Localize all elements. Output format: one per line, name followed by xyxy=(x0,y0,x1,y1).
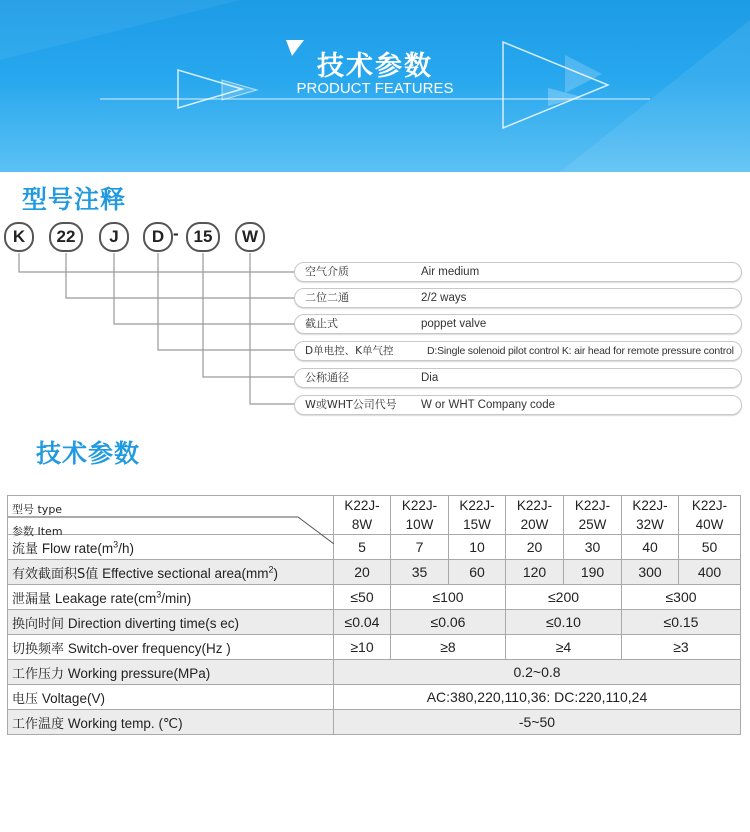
model-item-en: Air medium xyxy=(421,266,480,278)
row-label-cn: 流量 xyxy=(12,541,39,557)
row-label-sup: 3 xyxy=(156,588,162,599)
header-model-8w xyxy=(334,496,391,535)
model-prefix: K22J- xyxy=(344,498,380,513)
row-label-sup: 3 xyxy=(113,538,119,549)
row-label-cn: 泄漏量 xyxy=(12,591,52,607)
row-label xyxy=(8,660,334,685)
row-label-en-tail: /min) xyxy=(161,590,192,606)
header-param-label: 参数 Item xyxy=(12,525,63,538)
model-code xyxy=(0,222,750,252)
row-label xyxy=(8,560,334,585)
banner-title: 技术参数 xyxy=(317,51,433,82)
code-part-d: D xyxy=(143,222,173,252)
table-cell: 40 xyxy=(622,535,679,560)
code-part-15: 15 xyxy=(186,222,220,252)
row-label-cn: 工作压力 xyxy=(12,666,65,682)
table-row-temp xyxy=(8,710,741,735)
row-label-cn: 切换频率 xyxy=(12,641,65,657)
model-item-cn: 截止式 xyxy=(305,317,338,330)
model-item-ways xyxy=(294,288,742,308)
model-size: 40W xyxy=(695,517,724,532)
banner xyxy=(0,0,750,172)
table-cell: 10 xyxy=(449,535,506,560)
table-cell: ≤200 xyxy=(506,585,622,610)
model-item-en: 2/2 ways xyxy=(421,292,467,304)
model-item-cn: 二位二通 xyxy=(305,291,349,304)
table-cell: ≥10 xyxy=(334,635,391,660)
table-cell: AC:380,220,110,36: DC:220,110,24 xyxy=(334,685,741,710)
header-type-label: 型号 type xyxy=(12,503,63,516)
row-label-en: Working pressure(MPa) xyxy=(67,665,211,681)
table-cell: ≤0.10 xyxy=(506,610,622,635)
model-size: 10W xyxy=(405,517,434,532)
table-row-area xyxy=(8,560,741,585)
row-label xyxy=(8,710,334,735)
table-cell: 120 xyxy=(506,560,564,585)
table-cell: 30 xyxy=(564,535,622,560)
row-label-en: Leakage rate(cm xyxy=(54,590,157,606)
model-item-control xyxy=(294,341,742,361)
table-cell: 0.2~0.8 xyxy=(334,660,741,685)
table-cell: 35 xyxy=(391,560,449,585)
model-item-type xyxy=(294,314,742,334)
model-prefix: K22J- xyxy=(574,498,611,513)
model-item-cn: D单电控、K单气控 xyxy=(305,345,394,357)
table-cell: ≥8 xyxy=(391,635,506,660)
table-row-frequency xyxy=(8,635,741,660)
row-label-en-tail: /h) xyxy=(118,540,134,556)
table-cell: 60 xyxy=(449,560,506,585)
code-part-w: W xyxy=(235,222,265,252)
model-item-cn: W或WHT公司代号 xyxy=(305,398,397,411)
table-cell: ≥4 xyxy=(506,635,622,660)
table-cell: ≤300 xyxy=(622,585,741,610)
spec-table xyxy=(7,495,741,735)
code-part-k: K xyxy=(4,222,34,252)
row-label-cn: 工作温度 xyxy=(12,716,65,732)
model-section-title: 型号注释 xyxy=(22,185,127,214)
header-model-20w xyxy=(506,496,564,535)
model-size: 15W xyxy=(463,517,491,532)
table-cell: 190 xyxy=(564,560,622,585)
model-item-cn: 空气介质 xyxy=(305,265,349,278)
table-cell: 400 xyxy=(679,560,741,585)
code-part-j: J xyxy=(99,222,129,252)
header-diagonal-cell xyxy=(8,496,334,538)
row-label xyxy=(8,585,334,610)
table-cell: 5 xyxy=(334,535,391,560)
model-item-en: Dia xyxy=(421,372,439,384)
row-label-cn: 有效截面积S值 xyxy=(12,566,99,582)
row-label-en: Flow rate(m xyxy=(41,540,114,556)
header-model-15w xyxy=(449,496,506,535)
header-model-32w xyxy=(622,496,679,535)
model-prefix: K22J- xyxy=(401,498,438,513)
table-cell: -5~50 xyxy=(334,710,741,735)
row-label-en: Direction diverting time(s ec) xyxy=(67,615,239,631)
table-row-switch-time xyxy=(8,610,741,635)
table-cell: ≤50 xyxy=(334,585,391,610)
table-cell: ≤0.04 xyxy=(334,610,391,635)
row-label-en-tail: ) xyxy=(273,565,278,581)
model-item-en: D:Single solenoid pilot control K: air head for remote pressure control xyxy=(427,345,734,357)
table-cell: ≤0.06 xyxy=(391,610,506,635)
model-size: 20W xyxy=(520,517,549,532)
row-label-cn: 换向时间 xyxy=(12,616,65,632)
table-cell: 20 xyxy=(506,535,564,560)
table-cell: 50 xyxy=(679,535,741,560)
banner-subtitle: PRODUCT FEATURES xyxy=(296,80,454,97)
model-item-en: W or WHT Company code xyxy=(421,399,555,411)
model-item-medium xyxy=(294,262,742,282)
row-label xyxy=(8,635,334,660)
table-row-leak xyxy=(8,585,741,610)
table-cell: 20 xyxy=(334,560,391,585)
table-cell: ≥3 xyxy=(622,635,741,660)
row-label xyxy=(8,610,334,635)
row-label-en: Working temp. (℃) xyxy=(67,715,183,731)
spec-section-title: 技术参数 xyxy=(36,439,141,468)
model-size: 32W xyxy=(636,517,664,532)
model-item-cn: 公称通径 xyxy=(305,371,349,384)
model-prefix: K22J- xyxy=(691,498,728,513)
code-part-22: 22 xyxy=(49,222,83,252)
table-cell: ≤100 xyxy=(391,585,506,610)
model-item-company xyxy=(294,395,742,415)
row-label-cn: 电压 xyxy=(12,691,39,707)
model-prefix: K22J- xyxy=(459,498,495,513)
row-label xyxy=(8,685,334,710)
model-item-en: poppet valve xyxy=(421,318,487,330)
model-size: 8W xyxy=(351,517,373,532)
header-model-10w xyxy=(391,496,449,535)
table-row-pressure xyxy=(8,660,741,685)
model-item-dia xyxy=(294,368,742,388)
table-row-voltage xyxy=(8,685,741,710)
table-cell: 300 xyxy=(622,560,679,585)
code-dash: - xyxy=(173,224,179,243)
table-cell: ≤0.15 xyxy=(622,610,741,635)
header-model-40w xyxy=(679,496,741,535)
table-cell: 7 xyxy=(391,535,449,560)
row-label-en: Switch-over frequency(Hz ) xyxy=(67,640,231,656)
row-label-en: Voltage(V) xyxy=(41,690,105,706)
row-label-sup: 2 xyxy=(268,563,274,574)
row-label-en: Effective sectional area(mm xyxy=(102,565,269,581)
table-header-row xyxy=(8,496,741,535)
model-prefix: K22J- xyxy=(516,498,553,513)
model-size: 25W xyxy=(578,517,607,532)
model-prefix: K22J- xyxy=(632,498,668,513)
header-model-25w xyxy=(564,496,622,535)
